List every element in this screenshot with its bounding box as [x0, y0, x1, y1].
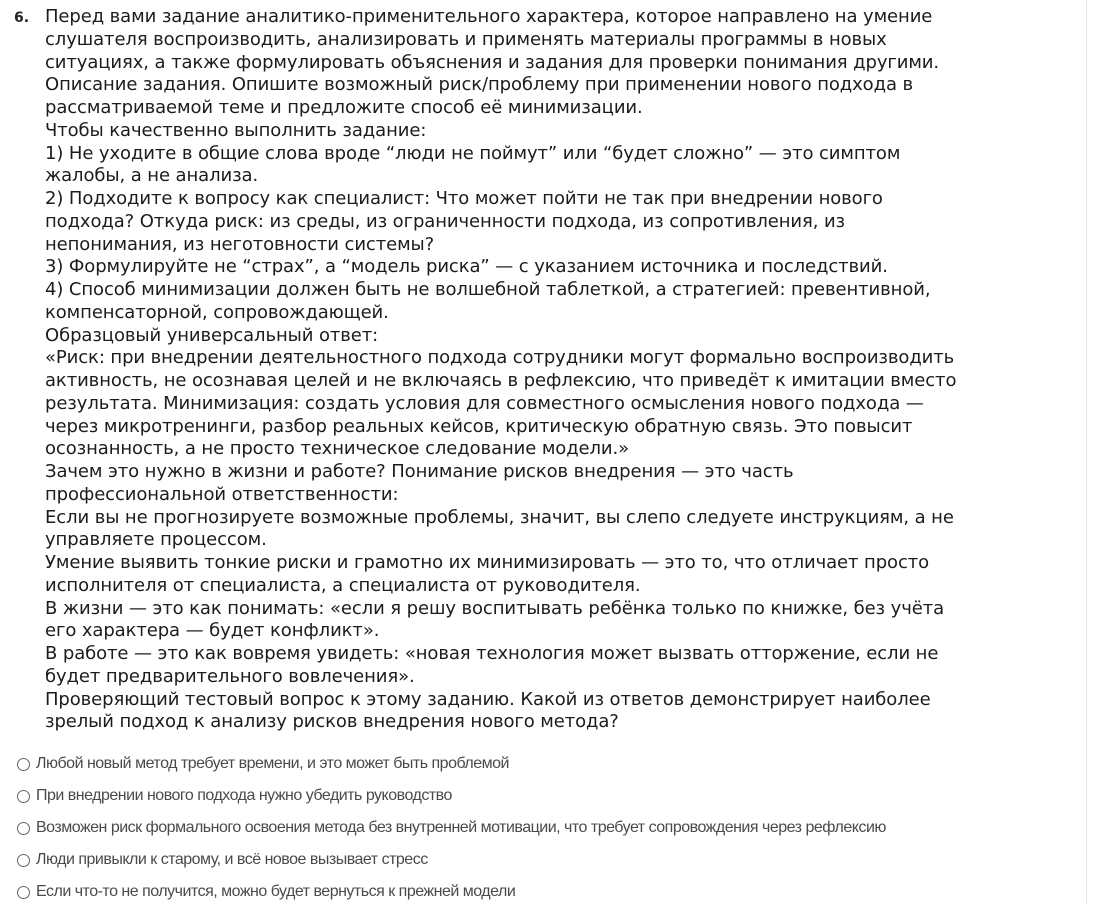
answer-option[interactable]: [17, 876, 1077, 908]
question-line: 3) Формулируйте не “страх”, а “модель риска” — с указанием источника и последствий.: [45, 256, 888, 278]
question-line: Описание задания. Опишите возможный риск/проблему при применении нового подхода в: [45, 74, 914, 96]
answer-option-label: При внедрении нового подхода нужно убедить руководство: [36, 787, 452, 804]
question-line: рассматриваемой теме и предложите способ её минимизации.: [45, 97, 643, 118]
question-line: будет предварительного вовлечения».: [45, 665, 415, 687]
question-line: осознанность, а не просто техническое следование модели.»: [45, 438, 630, 460]
question-line: через микротренинги, разбор реальных кейсов, критическую обратную связь. Это повысит: [45, 415, 913, 437]
question-line: Умение выявить тонкие риски и грамотно их минимизировать — это то, что отличает просто: [45, 552, 930, 573]
answer-option[interactable]: [17, 748, 1077, 780]
question-line: Зачем это нужно в жизни и работе? Понимание рисков внедрения — это часть: [45, 461, 794, 482]
question-line: подхода? Откуда риск: из среды, из ограниченности подхода, из сопротивления, из: [45, 210, 846, 232]
question-line: слушателя воспроизводить, анализировать и применять материалы программы в новых: [45, 28, 887, 50]
question-line: профессиональной ответственности:: [45, 483, 399, 505]
answer-option-label: Люди привыкли к старому, и всё новое вызывает стресс: [36, 851, 428, 868]
question-line: Перед вами задание аналитико-применительного характера, которое направлено на умение: [45, 6, 933, 27]
answer-option-label: Любой новый метод требует времени, и это может быть проблемой: [36, 755, 509, 772]
question-number: 6.: [14, 10, 30, 26]
question-line: компенсаторной, сопровождающей.: [45, 301, 389, 323]
question-block: [14, 6, 1078, 734]
answer-option-label: Если что-то не получится, можно будет вернуться к прежней модели: [36, 883, 516, 900]
question-line: Если вы не прогнозируете возможные проблемы, значит, вы слепо следуете инструкциям, а не: [45, 506, 954, 528]
radio-button[interactable]: [17, 854, 30, 867]
question-line: Чтобы качественно выполнить задание:: [45, 119, 427, 141]
question-line: исполнителя от специалиста, а специалиста от руководителя.: [45, 574, 641, 596]
question-line: непонимания, из неготовности системы?: [45, 233, 435, 255]
radio-button[interactable]: [17, 758, 30, 771]
question-line: 2) Подходите к вопросу как специалист: Что может пойти не так при внедрении нового: [45, 188, 883, 209]
radio-button[interactable]: [17, 790, 30, 803]
question-line: 1) Не уходите в общие слова вроде “люди не поймут” или “будет сложно” — это симптом: [45, 142, 901, 164]
radio-button[interactable]: [17, 822, 30, 835]
question-line: жалобы, а не анализа.: [45, 165, 259, 187]
right-divider: [1086, 0, 1087, 905]
answer-options: [17, 748, 1077, 908]
question-line: Проверяющий тестовый вопрос к этому заданию. Какой из ответов демонстрирует наиболее: [45, 688, 931, 710]
question-line: результата. Минимизация: создать условия для совместного осмысления нового подхода —: [45, 392, 924, 414]
question-line: В жизни — это как понимать: «если я решу воспитывать ребёнка только по книжке, без учёта: [45, 597, 945, 619]
answer-option-label: Возможен риск формального освоения метода без внутренней мотивации, что требует сопровождения через рефлексию: [36, 819, 886, 836]
question-line: его характера — будет конфликт».: [45, 620, 380, 642]
answer-option[interactable]: [17, 780, 1077, 812]
radio-button[interactable]: [17, 886, 30, 899]
question-line: управляете процессом.: [45, 529, 267, 551]
question-line: 4) Способ минимизации должен быть не волшебной таблеткой, а стратегией: превентивной,: [45, 279, 931, 300]
question-text: [45, 6, 1078, 734]
question-line: ситуациях, а также формулировать объяснения и задания для проверки понимания другими.: [45, 51, 940, 73]
answer-option[interactable]: [17, 812, 1077, 844]
question-line: Образцовый универсальный ответ:: [45, 324, 379, 346]
question-line: В работе — это как вовремя увидеть: «новая технология может вызвать отторжение, если не: [45, 643, 939, 664]
question-line: «Риск: при внедрении деятельностного подхода сотрудники могут формально воспроизводить: [45, 347, 955, 369]
question-line: зрелый подход к анализу рисков внедрения нового метода?: [45, 711, 619, 733]
question-line: активность, не осознавая целей и не включаясь в рефлексию, что приведёт к имитации вместо: [45, 370, 957, 391]
answer-option[interactable]: [17, 844, 1077, 876]
